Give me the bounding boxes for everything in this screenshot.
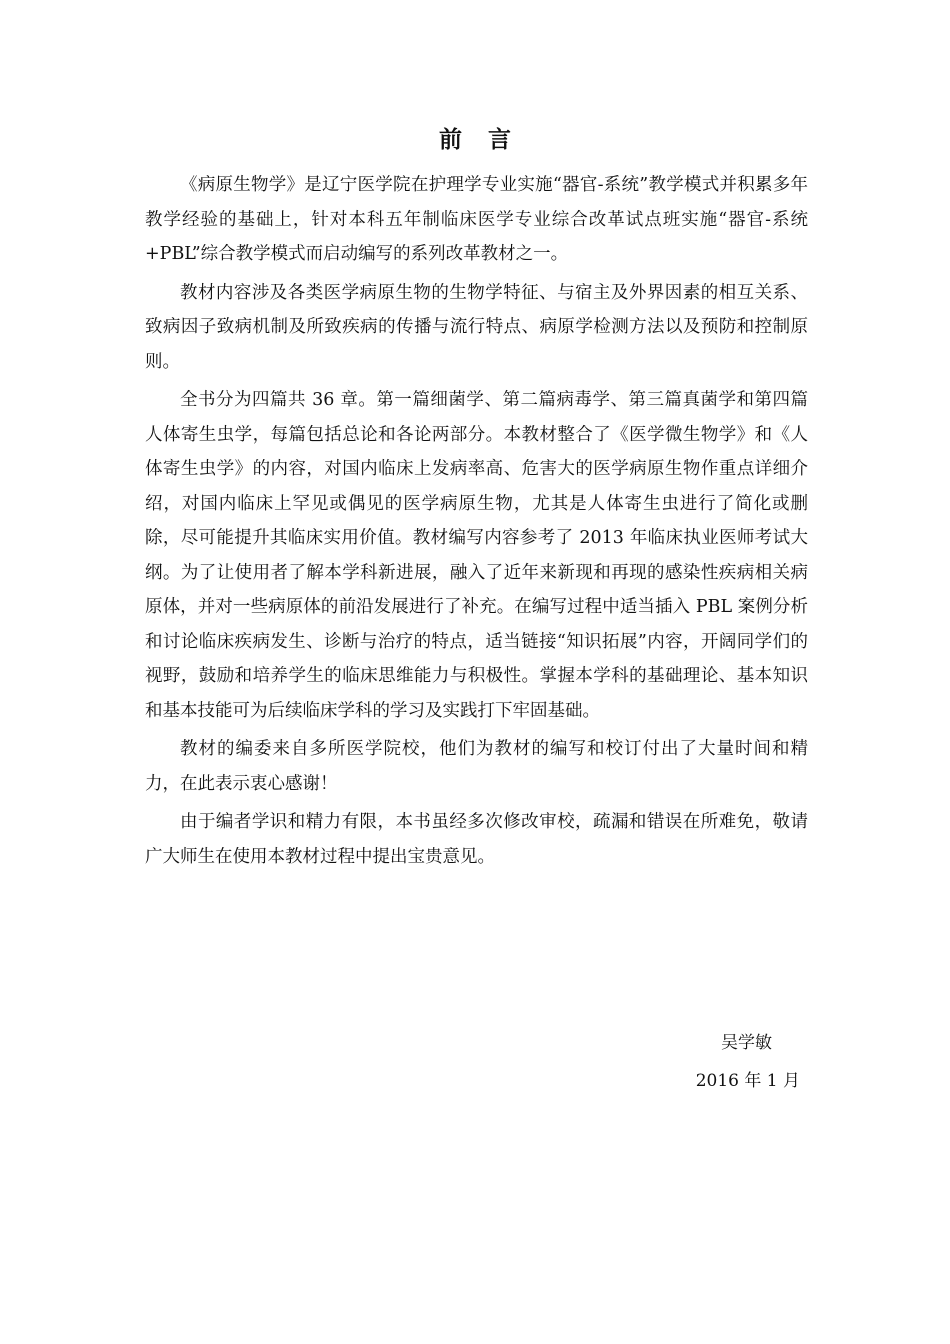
paragraph-3: 全书分为四篇共 36 章。第一篇细菌学、第二篇病毒学、第三篇真菌学和第四篇人体寄生虫学，每篇包括总论和各论两部分。本教材整合了《医学微生物学》和《人体寄生虫学》的内容，对国内临床上发病率高、危害大的医学病原生物作重点详细介绍，对国内临床上罕见或偶见的医学病原生物，尤其是人体寄生虫进行了简化或删除，尽可能提升其临床实用价值。教材编写内容参考了 2013 年临床执业医师考试大纲。为了让使用者了解本学科新进展，融入了近年来新现和再现的感染性疾病相关病原体，并对一些病原体的前沿发展进行了补充。在编写过程中适当插入 PBL 案例分析和讨论临床疾病发生、诊断与治疗的特点，适当链接“知识拓展”内容，开阔同学们的视野，鼓励和培养学生的临床思维能力与积极性。掌握本学科的基础理论、基本知识和基本技能可为后续临床学科的学习及实践打下牢固基础。 [145, 390, 808, 721]
signature-date: 2016 年 1 月 [695, 1071, 800, 1091]
page-title: 前言 [439, 126, 537, 153]
paragraph-4: 教材的编委来自多所医学院校，他们为教材的编写和校订付出了大量时间和精力，在此表示衷心感谢！ [145, 739, 808, 794]
paragraph-1: 《病原生物学》是辽宁医学院在护理学专业实施“器官-系统”教学模式并积累多年教学经验的基础上，针对本科五年制临床医学专业综合改革试点班实施“器官-系统+PBL”综合教学模式而启动编写的系列改革教材之一。 [145, 175, 808, 264]
author-signature: 吴学敏 [721, 1033, 772, 1053]
paragraph-2: 教材内容涉及各类医学病原生物的生物学特征、与宿主及外界因素的相互关系、致病因子致病机制及所致疾病的传播与流行特点、病原学检测方法以及预防和控制原则。 [145, 282, 808, 372]
preface-body [145, 168, 808, 878]
paragraph-5: 由于编者学识和精力有限，本书虽经多次修改审校，疏漏和错误在所难免，敬请广大师生在使用本教材过程中提出宝贵意见。 [145, 812, 808, 867]
